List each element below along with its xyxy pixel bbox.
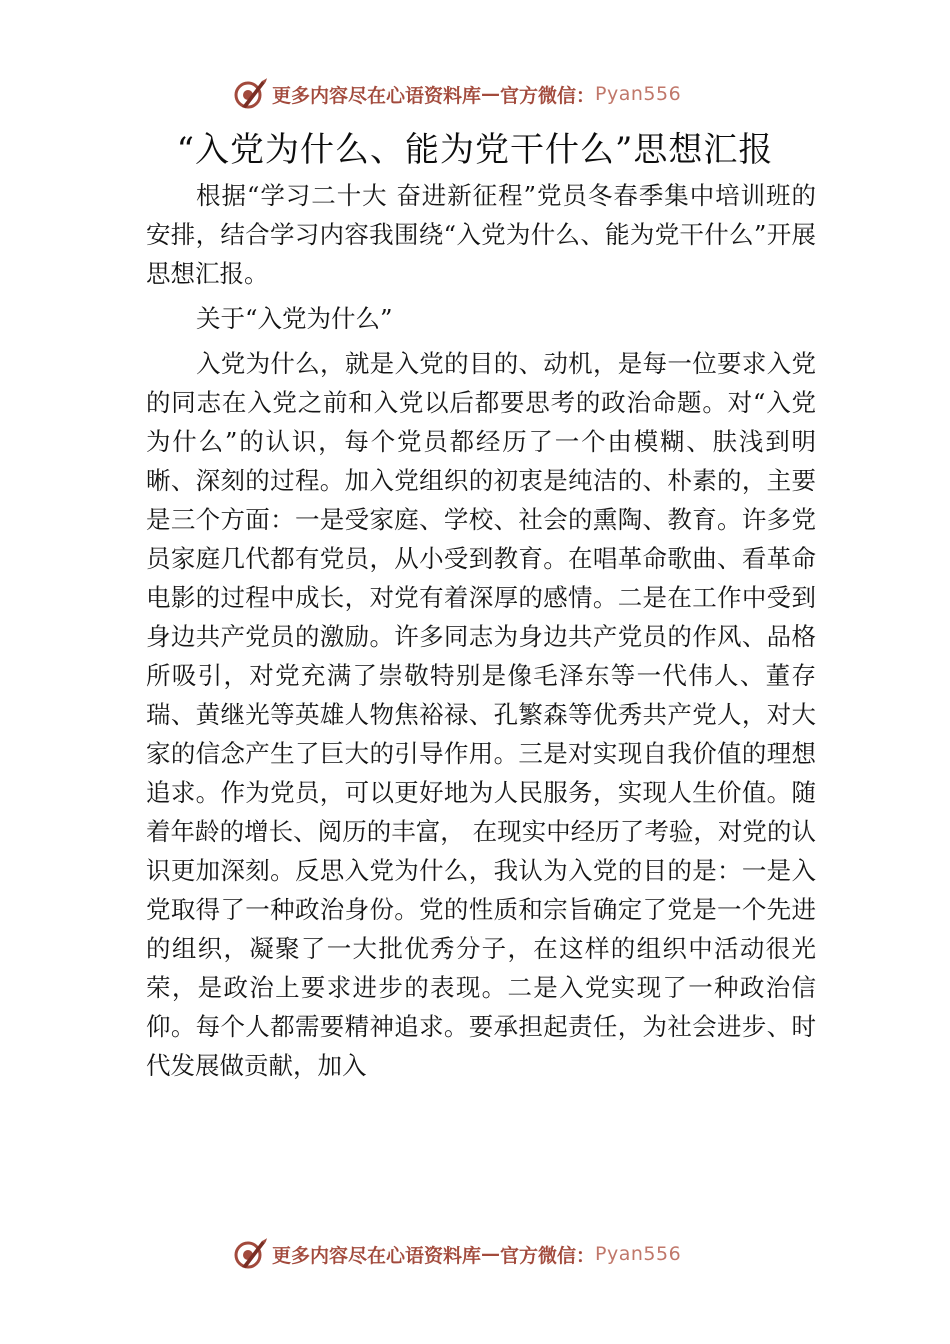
header-banner-wechat-id: Pyan556: [595, 83, 682, 105]
footer-banner-text: 更多内容尽在心语资料库: [272, 1244, 482, 1267]
footer-banner-dash: —: [481, 1243, 501, 1265]
footer-banner-contact: 官方微信：: [500, 1244, 596, 1267]
quill-logo-icon: [232, 77, 268, 111]
footer-banner-wechat-id: Pyan556: [595, 1243, 682, 1265]
header-banner-text: 更多内容尽在心语资料库: [272, 84, 482, 107]
paragraph-intro: 根据“学习二十大 奋进新征程”党员冬春季集中培训班的安排，结合学习内容我围绕“入党为什么、能为党干什么”开展思想汇报。: [146, 181, 816, 288]
header-banner-dash: —: [481, 83, 501, 105]
document-title: “入党为什么、能为党干什么”思想汇报: [176, 130, 774, 170]
paragraph-main: 入党为什么，就是入党的目的、动机，是每一位要求入党的同志在入党之前和入党以后都要思考的政治命题。对“入党为什么”的认识，每个党员都经历了一个由模糊、肤浅到明晰、深刻的过程。加入党组织的初衷是纯洁的、朴素的，主要是三个方面：一是受家庭、学校、社会的熏陶、教育。许多党员家庭几代都有党员，从小受到教育。在唱革命歌曲、看革命电影的过程中成长，对党有着深厚的感情。二是在工作中受到身边共产党员的激励。许多同志为身边共产党员的作风、品格所吸引，对党充满了崇敬特别是像毛泽东等一代伟人、董存瑞、黄继光等英雄人物焦裕禄、孔繁森等优秀共产党人，对大家的信念产生了巨大的引导作用。三是对实现自我价值的理想追求。作为党员，可以更好地为人民服务，实现人生价值。随着年龄的增长、阅历的丰富， 在现实中经历了考验，对党的认识更加深刻。反思入党为什么，我认为入党的目的是：一是入党取得了一种政治身份。党的性质和宗旨确定了党是一个先进的组织，凝聚了一大批优秀分子，在这样的组织中活动很光荣，是政治上要求进步的表现。二是入党实现了一种政治信仰。每个人都需要精神追求。要承担起责任，为社会进步、时代发展做贡献，加入: [146, 349, 816, 1080]
quill-logo-icon: [232, 1237, 268, 1271]
header-banner-contact: 官方微信：: [500, 84, 596, 107]
section-heading: 关于“入党为什么”: [196, 304, 393, 333]
header-banner: [232, 77, 752, 111]
footer-banner: [232, 1237, 752, 1271]
document-body: [146, 176, 816, 1089]
